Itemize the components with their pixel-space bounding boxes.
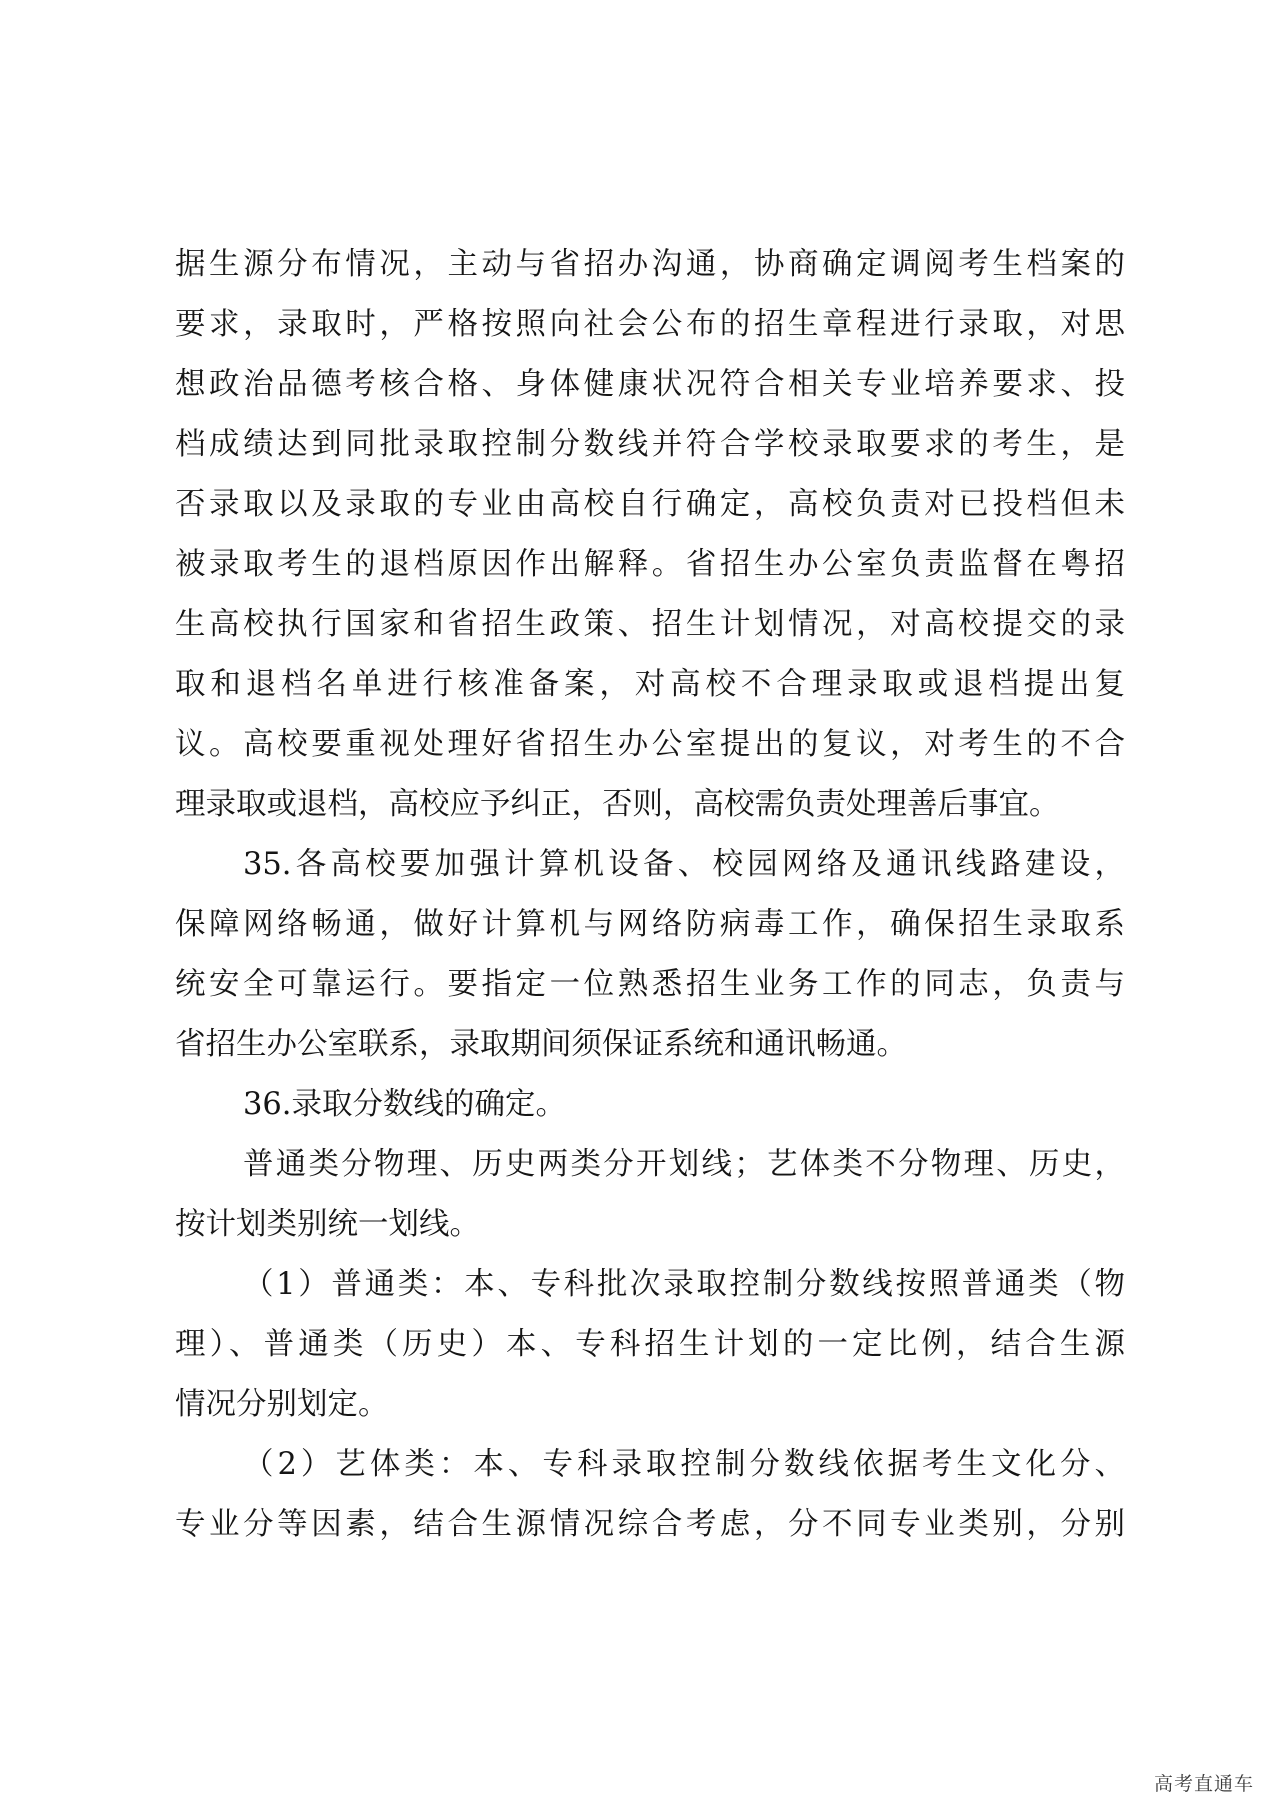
text-line: 生高校执行国家和省招生政策、招生计划情况，对高校提交的录	[175, 607, 1125, 642]
text-line: 想政治品德考核合格、身体健康状况符合相关专业培养要求、投	[175, 367, 1125, 402]
text-line: 要求，录取时，严格按照向社会公布的招生章程进行录取，对思	[175, 307, 1125, 342]
body-text	[175, 235, 1125, 1555]
text-line: 省招生办公室联系，录取期间须保证系统和通讯畅通。	[175, 1027, 907, 1062]
text-line: 理录取或退档，高校应予纠正，否则，高校需负责处理善后事宜。	[175, 787, 1060, 822]
text-line: 档成绩达到同批录取控制分数线并符合学校录取要求的考生，是	[175, 427, 1125, 462]
text-line: 统安全可靠运行。要指定一位熟悉招生业务工作的同志，负责与	[175, 967, 1125, 1002]
text-line: 被录取考生的退档原因作出解释。省招生办公室负责监督在粤招	[175, 547, 1125, 582]
paragraph-35-start: 35.各高校要加强计算机设备、校园网络及通讯线路建设，	[243, 847, 1125, 882]
text-line: 据生源分布情况，主动与省招办沟通，协商确定调阅考生档案的	[175, 247, 1125, 282]
text-line: 议。高校要重视处理好省招生办公室提出的复议，对考生的不合	[175, 727, 1125, 762]
text-line: 理）、普通类（历史）本、专科招生计划的一定比例，结合生源	[175, 1327, 1125, 1362]
text-line: 取和退档名单进行核准备案，对高校不合理录取或退档提出复	[175, 667, 1125, 702]
text-line: 否录取以及录取的专业由高校自行确定，高校负责对已投档但未	[175, 487, 1125, 522]
text-line: 保障网络畅通，做好计算机与网络防病毒工作，确保招生录取系	[175, 907, 1125, 942]
text-line: 情况分别划定。	[175, 1387, 389, 1422]
text-line: 按计划类别统一划线。	[175, 1207, 480, 1242]
paragraph-36-heading: 36.录取分数线的确定。	[243, 1087, 567, 1122]
paragraph-ordinary-start: （1）普通类：本、专科批次录取控制分数线按照普通类（物	[243, 1267, 1125, 1302]
paragraph-score-lines-start: 普通类分物理、历史两类分开划线；艺体类不分物理、历史，	[243, 1147, 1125, 1182]
text-line: 专业分等因素，结合生源情况综合考虑，分不同专业类别，分别	[175, 1507, 1125, 1542]
paragraph-art-sports-start: （2）艺体类：本、专科录取控制分数线依据考生文化分、	[243, 1447, 1125, 1482]
watermark-text: 高考直通车	[1153, 1773, 1254, 1795]
